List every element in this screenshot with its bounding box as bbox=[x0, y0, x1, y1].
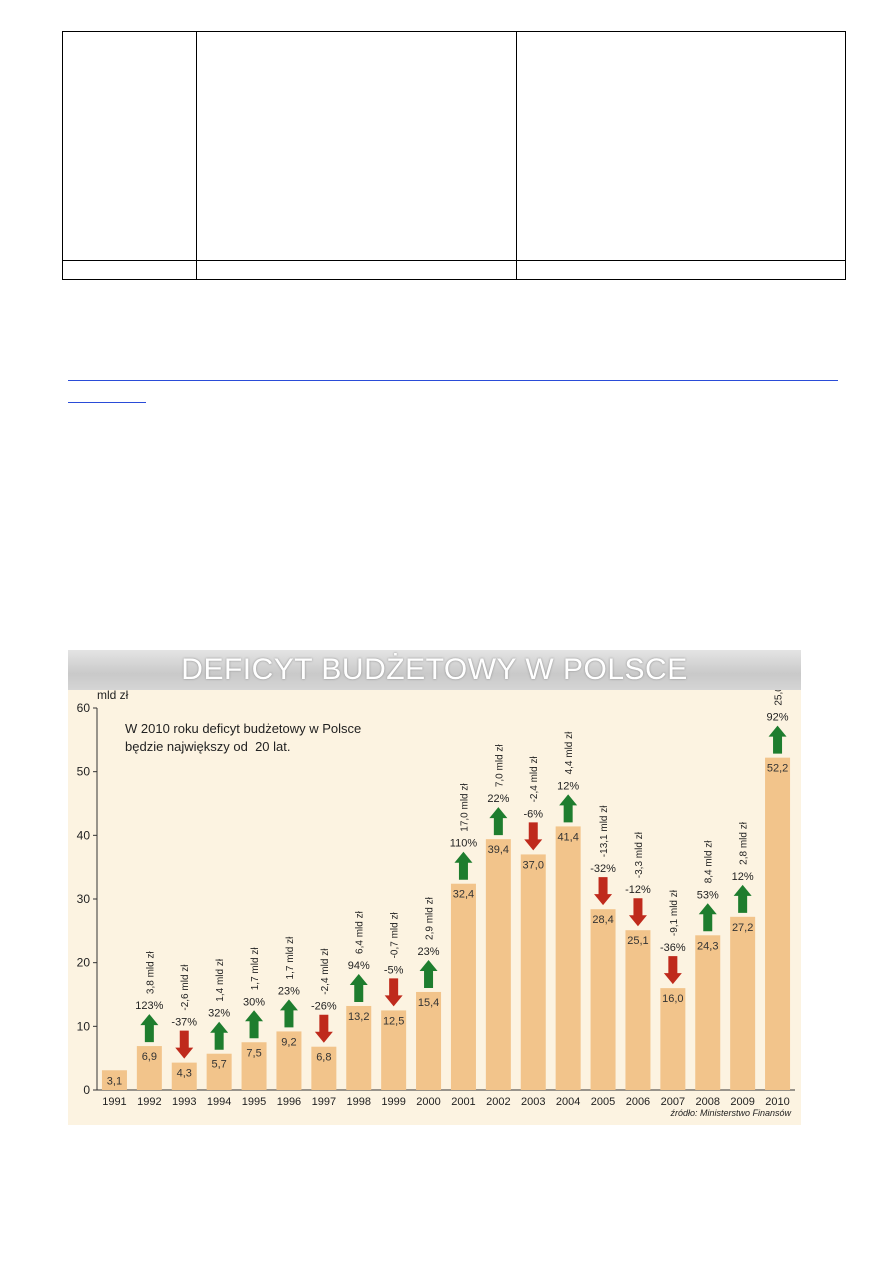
change-percent-label: 32% bbox=[208, 1007, 231, 1020]
bar-value-label: 6,9 bbox=[141, 1051, 157, 1064]
x-tick-label: 2006 bbox=[625, 1096, 651, 1108]
empty-table bbox=[62, 31, 846, 280]
change-amount-label: 1,7 mld zł bbox=[250, 947, 262, 991]
bar-value-label: 32,4 bbox=[452, 888, 475, 901]
bar bbox=[765, 758, 790, 1090]
arrow-up-icon bbox=[140, 1014, 158, 1042]
change-percent-label: 123% bbox=[135, 1000, 164, 1013]
arrow-up-icon bbox=[280, 999, 298, 1027]
x-tick-label: 1993 bbox=[172, 1096, 197, 1108]
change-percent-label: 92% bbox=[766, 711, 789, 724]
change-amount-label: -2,4 mld zł bbox=[529, 756, 541, 803]
bar-value-label: 13,2 bbox=[348, 1010, 370, 1023]
arrow-down-icon bbox=[594, 877, 612, 905]
arrow-up-icon bbox=[210, 1022, 228, 1050]
change-percent-label: -5% bbox=[383, 964, 404, 977]
link-line bbox=[68, 402, 146, 403]
link-line bbox=[68, 380, 838, 381]
bar-value-label: 41,4 bbox=[557, 831, 579, 844]
table-cell bbox=[197, 261, 517, 280]
change-amount-label: -13,1 mld zł bbox=[599, 805, 611, 858]
arrow-up-icon bbox=[699, 903, 717, 931]
x-tick-label: 1996 bbox=[276, 1096, 302, 1108]
x-tick-label: 2008 bbox=[695, 1096, 720, 1108]
arrow-up-icon bbox=[489, 807, 507, 835]
bar-value-label: 15,4 bbox=[417, 996, 440, 1009]
bar bbox=[521, 854, 546, 1090]
change-percent-label: -6% bbox=[523, 808, 544, 821]
change-amount-label: 6,4 mld zł bbox=[354, 911, 366, 954]
arrow-up-icon bbox=[559, 794, 577, 822]
arrow-up-icon bbox=[734, 885, 752, 913]
x-tick-label: 2007 bbox=[660, 1096, 686, 1108]
x-tick-label: 2001 bbox=[451, 1096, 476, 1108]
table-cell bbox=[63, 261, 197, 280]
bar-value-label: 25,1 bbox=[627, 935, 649, 948]
arrow-down-icon bbox=[664, 956, 682, 984]
change-percent-label: -36% bbox=[660, 942, 686, 955]
bar-value-label: 28,4 bbox=[592, 914, 614, 927]
bar-value-label: 16,0 bbox=[662, 993, 684, 1006]
bar-value-label: 12,5 bbox=[382, 1015, 405, 1028]
x-tick-label: 1991 bbox=[102, 1096, 127, 1108]
arrow-down-icon bbox=[315, 1015, 333, 1043]
table-cell bbox=[517, 261, 846, 280]
bar-value-label: 3,1 bbox=[106, 1075, 123, 1088]
change-amount-label: -0,7 mld zł bbox=[389, 912, 401, 959]
change-percent-label: -12% bbox=[625, 884, 651, 897]
change-amount-label: -3,3 mld zł bbox=[633, 832, 645, 879]
change-percent-label: 12% bbox=[731, 870, 754, 883]
y-tick-label: 20 bbox=[76, 955, 90, 970]
change-amount-label: 2,8 mld zł bbox=[738, 822, 750, 865]
change-percent-label: 12% bbox=[557, 780, 580, 793]
x-tick-label: 2004 bbox=[555, 1096, 581, 1108]
bar bbox=[730, 917, 755, 1090]
deficit-chart bbox=[68, 650, 801, 1125]
y-tick-label: 40 bbox=[76, 828, 90, 843]
x-tick-label: 1999 bbox=[381, 1096, 406, 1108]
change-amount-label: 4,4 mld zł bbox=[564, 731, 576, 775]
x-tick-label: 2010 bbox=[765, 1096, 790, 1108]
change-percent-label: 22% bbox=[487, 793, 510, 806]
source-note: źródło: Ministerstwo Finansów bbox=[670, 1108, 791, 1118]
arrow-up-icon bbox=[454, 852, 472, 880]
y-axis-label: mld zł bbox=[97, 688, 129, 702]
arrow-up-icon bbox=[769, 726, 787, 754]
x-tick-label: 2003 bbox=[521, 1096, 546, 1108]
y-tick-label: 0 bbox=[83, 1083, 90, 1097]
change-percent-label: 110% bbox=[449, 837, 478, 850]
arrow-down-icon bbox=[629, 898, 647, 926]
x-tick-label: 1997 bbox=[311, 1096, 337, 1108]
hyperlink-underline[interactable] bbox=[68, 380, 838, 402]
bar-value-label: 24,3 bbox=[697, 940, 719, 953]
change-percent-label: -26% bbox=[311, 1000, 337, 1013]
chart-title: DEFICYT BUDŻETOWY W POLSCE bbox=[68, 650, 801, 690]
bar-value-label: 6,8 bbox=[316, 1051, 332, 1064]
chart-subtitle: W 2010 roku deficyt budżetowy w Polsce będzie największy od 20 lat. bbox=[125, 721, 362, 754]
table-cell bbox=[517, 32, 846, 261]
bar bbox=[591, 909, 616, 1090]
change-percent-label: 30% bbox=[243, 996, 266, 1009]
change-percent-label: 23% bbox=[277, 985, 300, 998]
arrow-up-icon bbox=[245, 1010, 263, 1038]
change-amount-label: 3,8 mld zł bbox=[145, 951, 157, 995]
bar bbox=[695, 935, 720, 1090]
change-percent-label: -32% bbox=[590, 863, 616, 876]
table-cell bbox=[63, 32, 197, 261]
arrow-up-icon bbox=[350, 974, 368, 1002]
change-amount-label: -9,1 mld zł bbox=[668, 890, 680, 937]
bar-value-label: 37,0 bbox=[522, 859, 544, 872]
x-tick-label: 2002 bbox=[486, 1096, 511, 1108]
arrow-up-icon bbox=[420, 960, 438, 988]
bar-value-label: 52,2 bbox=[766, 762, 789, 775]
change-percent-label: -37% bbox=[171, 1016, 198, 1029]
x-tick-label: 2005 bbox=[590, 1096, 616, 1108]
bar bbox=[556, 826, 581, 1090]
table-cell bbox=[197, 32, 517, 261]
bar bbox=[486, 839, 511, 1090]
y-tick-label: 10 bbox=[76, 1019, 90, 1034]
bar bbox=[451, 884, 476, 1090]
y-tick-label: 30 bbox=[76, 892, 90, 906]
bar-value-label: 4,3 bbox=[176, 1067, 192, 1080]
change-amount-label: 17,0 mld zł bbox=[459, 783, 471, 832]
change-amount-label: 1,4 mld zł bbox=[215, 958, 227, 1002]
change-percent-label: 53% bbox=[696, 889, 719, 902]
bar bbox=[625, 930, 650, 1090]
y-tick-label: 60 bbox=[76, 701, 90, 715]
change-amount-label: 8,4 mld zł bbox=[703, 840, 715, 884]
bar-value-label: 39,4 bbox=[487, 844, 510, 857]
change-percent-label: 94% bbox=[347, 959, 370, 972]
bar-value-label: 9,2 bbox=[281, 1036, 297, 1049]
change-amount-label: -2,4 mld zł bbox=[319, 948, 331, 995]
arrow-down-icon bbox=[385, 978, 403, 1006]
x-tick-label: 1992 bbox=[137, 1096, 162, 1108]
bar-value-label: 7,5 bbox=[246, 1047, 262, 1060]
change-amount-label: 7,0 mld zł bbox=[494, 744, 506, 788]
x-tick-label: 1998 bbox=[346, 1096, 371, 1108]
arrow-down-icon bbox=[524, 822, 542, 850]
bar-value-label: 27,2 bbox=[731, 921, 754, 934]
change-amount-label: 2,9 mld zł bbox=[424, 897, 436, 940]
change-percent-label: 23% bbox=[417, 945, 440, 958]
bar-value-label: 5,7 bbox=[211, 1058, 227, 1071]
x-tick-label: 2000 bbox=[416, 1096, 441, 1108]
x-tick-label: 1995 bbox=[241, 1096, 267, 1108]
arrow-down-icon bbox=[175, 1031, 193, 1059]
change-amount-label: -2,6 mld zł bbox=[180, 964, 192, 1011]
x-tick-label: 1994 bbox=[206, 1096, 232, 1108]
change-amount-label: 1,7 mld zł bbox=[284, 936, 296, 980]
y-tick-label: 50 bbox=[76, 764, 90, 779]
x-tick-label: 2009 bbox=[730, 1096, 755, 1108]
